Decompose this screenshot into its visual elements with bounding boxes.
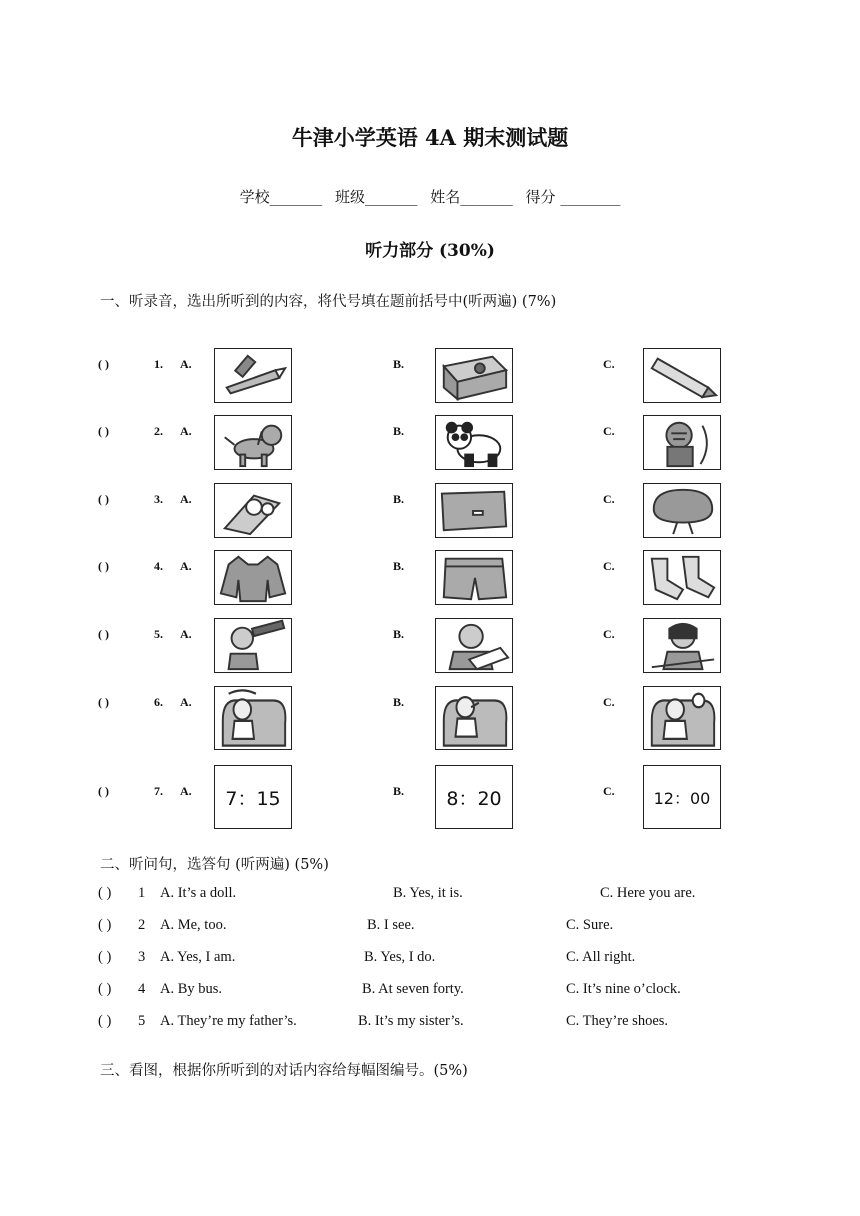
option-label: C.: [603, 695, 615, 709]
boy-reading-icon[interactable]: [435, 618, 513, 673]
option-a: A. Yes, I am.: [160, 949, 236, 965]
section2-heading: 二、听问句，选答句 (听两遍) (5%): [100, 857, 329, 873]
question-number: 3: [138, 949, 146, 965]
option-label: B.: [393, 627, 405, 641]
option-label: A.: [180, 784, 192, 798]
section3-heading: 三、看图，根据你所听到的对话内容给每幅图编号。(5%): [100, 1063, 468, 1079]
clock-time-option[interactable]: 7：15: [214, 765, 292, 829]
child-toothache-icon[interactable]: [435, 686, 513, 750]
option-label: B.: [393, 695, 405, 709]
answer-bracket[interactable]: ( ): [98, 559, 109, 573]
option-b: B. It’s my sister’s.: [358, 1013, 464, 1029]
option-c: C. All right.: [566, 949, 636, 965]
option-label: B.: [393, 357, 405, 371]
question-number: 1: [138, 885, 146, 901]
child-fever-icon[interactable]: [643, 686, 721, 750]
score-field[interactable]: 得分 ________: [525, 188, 621, 206]
option-a: A. It’s a doll.: [160, 885, 237, 901]
option-label: A.: [180, 424, 192, 438]
option-label: C.: [603, 357, 615, 371]
option-label: A.: [180, 627, 192, 641]
answer-bracket[interactable]: ( ): [98, 784, 109, 798]
socks-icon[interactable]: [643, 550, 721, 605]
option-c: C. They’re shoes.: [566, 1013, 669, 1029]
answer-bracket[interactable]: ( ): [98, 885, 112, 901]
option-label: C.: [603, 424, 615, 438]
option-label: C.: [603, 627, 615, 641]
option-label: C.: [603, 559, 615, 573]
question-number: 4.: [154, 559, 163, 573]
name-field[interactable]: 姓名_______: [430, 188, 513, 206]
question-number: 2.: [154, 424, 163, 438]
school-field[interactable]: 学校_______: [239, 188, 323, 206]
answer-bracket[interactable]: ( ): [98, 695, 109, 709]
question-number: 4: [138, 981, 146, 997]
option-a: A. By bus.: [160, 981, 223, 997]
answer-bracket[interactable]: ( ): [98, 981, 112, 997]
question-number: 7.: [154, 784, 163, 798]
option-b: B. At seven forty.: [362, 981, 464, 997]
page-title: 牛津小学英语 4A 期末测试题: [291, 125, 569, 150]
answer-bracket[interactable]: ( ): [98, 424, 109, 438]
pencil-icon[interactable]: [643, 348, 721, 403]
option-c: C. Sure.: [566, 917, 614, 933]
question-number: 1.: [154, 357, 163, 371]
tiger-icon[interactable]: [643, 415, 721, 470]
option-label: B.: [393, 492, 405, 506]
option-a: A. They’re my father’s.: [160, 1013, 297, 1029]
clock-time-option[interactable]: 8：20: [435, 765, 513, 829]
option-label: A.: [180, 695, 192, 709]
answer-bracket[interactable]: ( ): [98, 949, 112, 965]
answer-bracket[interactable]: ( ): [98, 357, 109, 371]
answer-bracket[interactable]: ( ): [98, 627, 109, 641]
question-number: 5.: [154, 627, 163, 641]
section1-heading: 一、听录音，选出所听到的内容，将代号填在题前括号中(听两遍) (7%): [100, 294, 557, 310]
option-b: B. Yes, it is.: [393, 885, 463, 901]
wallet-icon[interactable]: [435, 483, 513, 538]
fan-icon[interactable]: [643, 483, 721, 538]
answer-bracket[interactable]: ( ): [98, 1013, 112, 1029]
dog-icon[interactable]: [214, 415, 292, 470]
student-info-line: [0, 186, 860, 207]
pencil-box-icon[interactable]: [435, 348, 513, 403]
option-c: C. Here you are.: [600, 885, 696, 901]
option-label: B.: [393, 784, 405, 798]
pen-icon[interactable]: [214, 348, 292, 403]
option-label: B.: [393, 424, 405, 438]
child-headache-icon[interactable]: [214, 686, 292, 750]
option-label: A.: [180, 559, 192, 573]
option-label: C.: [603, 784, 615, 798]
class-field[interactable]: 班级_______: [334, 188, 418, 206]
option-label: A.: [180, 492, 192, 506]
option-b: B. I see.: [367, 917, 415, 933]
listening-title: 听力部分 (30%): [365, 241, 495, 261]
boy-telescope-icon[interactable]: [214, 618, 292, 673]
answer-bracket[interactable]: ( ): [98, 492, 109, 506]
question-number: 6.: [154, 695, 163, 709]
option-c: C. It’s nine o’clock.: [566, 981, 681, 997]
option-b: B. Yes, I do.: [364, 949, 436, 965]
question-number: 2: [138, 917, 146, 933]
question-number: 3.: [154, 492, 163, 506]
clock-time-option[interactable]: 12：00: [643, 765, 721, 829]
shorts-icon[interactable]: [435, 550, 513, 605]
option-label: C.: [603, 492, 615, 506]
answer-bracket[interactable]: ( ): [98, 917, 112, 933]
panda-icon[interactable]: [435, 415, 513, 470]
question-number: 5: [138, 1013, 146, 1029]
girl-writing-icon[interactable]: [643, 618, 721, 673]
option-label: B.: [393, 559, 405, 573]
jacket-icon[interactable]: [214, 550, 292, 605]
option-a: A. Me, too.: [160, 917, 227, 933]
tape-icon[interactable]: [214, 483, 292, 538]
option-label: A.: [180, 357, 192, 371]
